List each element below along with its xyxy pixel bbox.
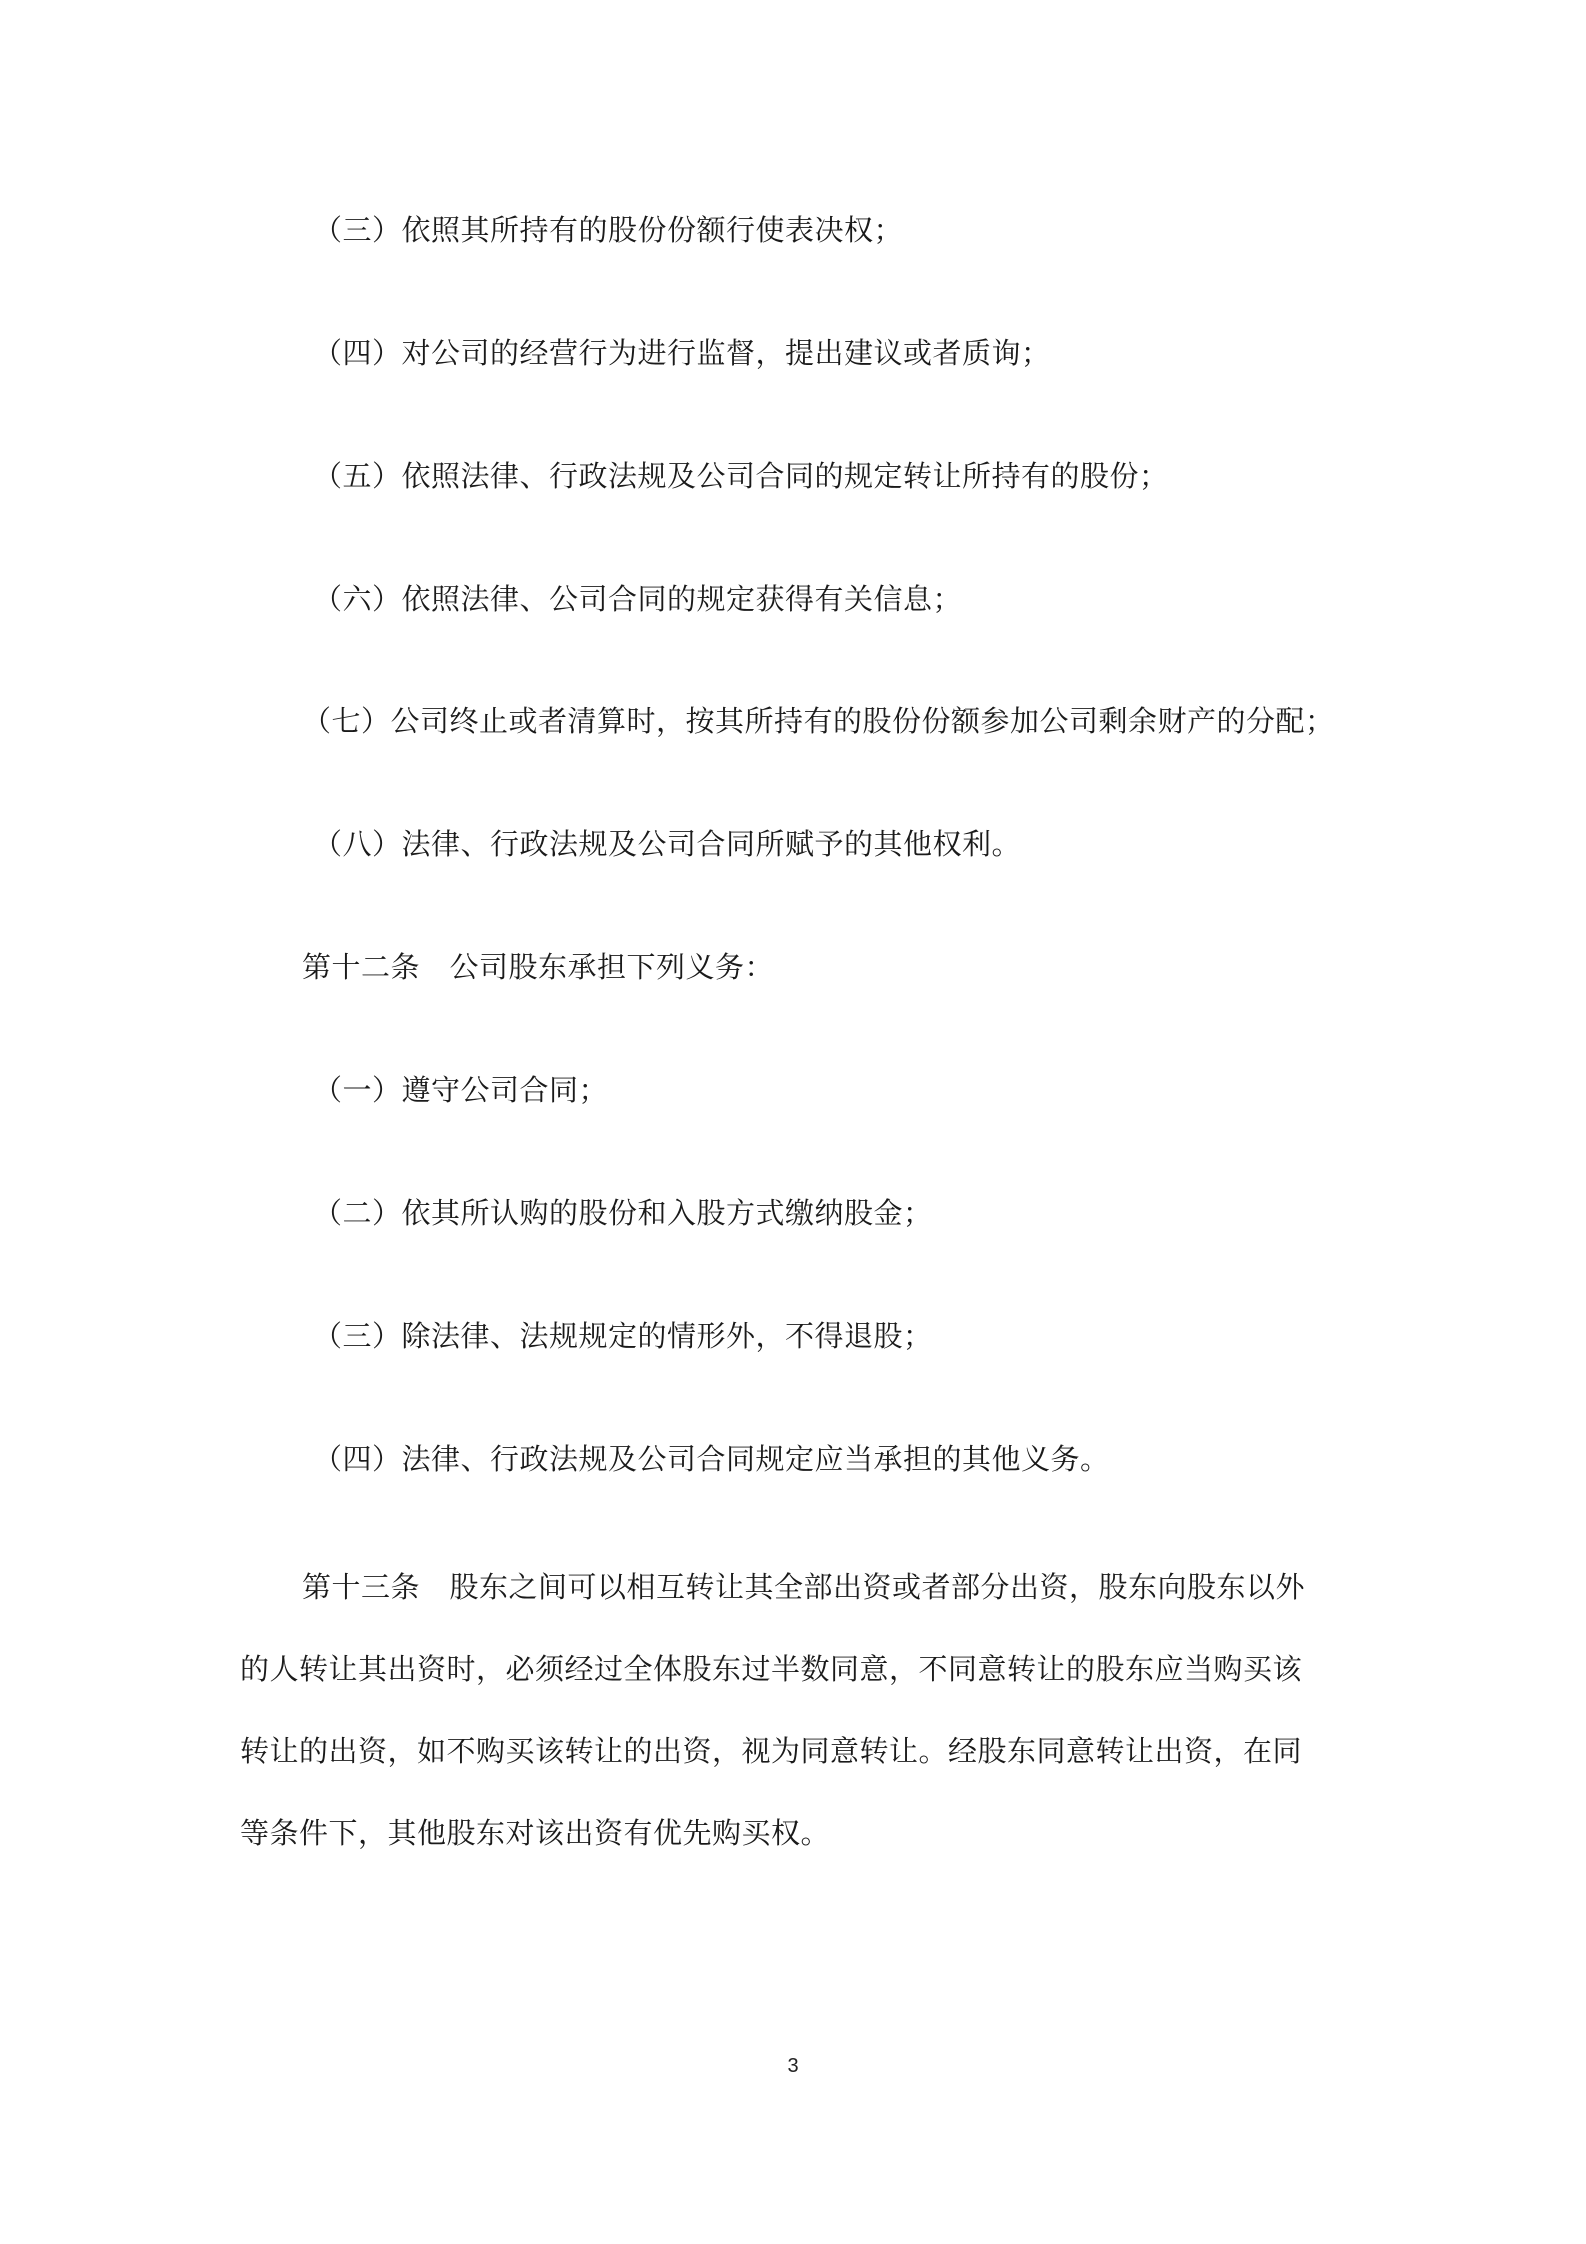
- clause-line: （六）依照法律、公司合同的规定获得有关信息；: [313, 582, 963, 616]
- clause-line: （三）除法律、法规规定的情形外，不得退股；: [313, 1319, 933, 1353]
- page-number: 3: [787, 2055, 799, 2077]
- clause-line: （八）法律、行政法规及公司合同所赋予的其他权利。: [313, 827, 1022, 861]
- clause-line: （四）对公司的经营行为进行监督，提出建议或者质询；: [313, 336, 1051, 370]
- clause-line: （二）依其所认购的股份和入股方式缴纳股金；: [313, 1196, 933, 1230]
- article-heading: 第十二条 公司股东承担下列义务：: [302, 950, 775, 984]
- article-13-line: 第十三条 股东之间可以相互转让其全部出资或者部分出资，股东向股东以外: [302, 1570, 1306, 1604]
- article-13-line: 等条件下，其他股东对该出资有优先购买权。: [240, 1816, 831, 1850]
- clause-line: （四）法律、行政法规及公司合同规定应当承担的其他义务。: [313, 1442, 1110, 1476]
- clause-line: （七）公司终止或者清算时，按其所持有的股份份额参加公司剩余财产的分配；: [302, 704, 1335, 738]
- clause-line: （三）依照其所持有的股份份额行使表决权；: [313, 213, 904, 247]
- article-13-line: 转让的出资，如不购买该转让的出资，视为同意转让。经股东同意转让出资，在同: [240, 1734, 1303, 1768]
- article-13-line: 的人转让其出资时，必须经过全体股东过半数同意，不同意转让的股东应当购买该: [240, 1652, 1303, 1686]
- clause-line: （五）依照法律、行政法规及公司合同的规定转让所持有的股份；: [313, 459, 1169, 493]
- clause-line: （一）遵守公司合同；: [313, 1073, 609, 1107]
